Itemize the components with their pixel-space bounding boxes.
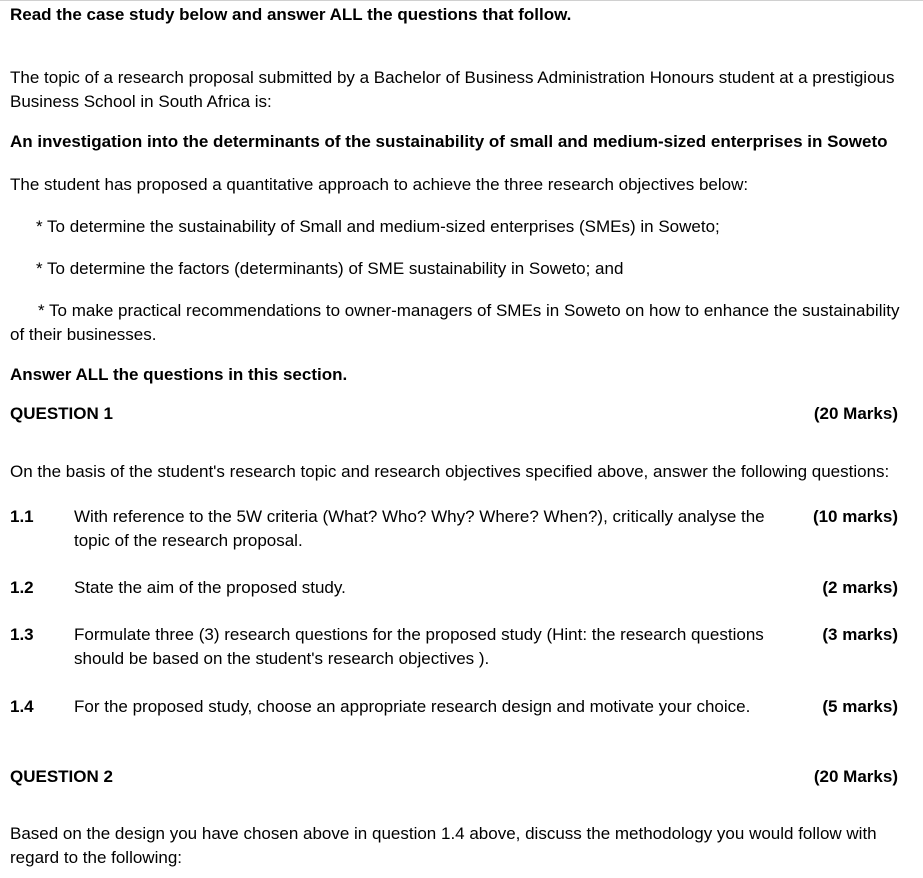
- question-1-marks: (20 Marks): [813, 404, 898, 423]
- question-2-marks: (20 Marks): [813, 767, 898, 786]
- instructions-heading: Read the case study below and answer ALL the questions that follow.: [10, 5, 572, 24]
- topic-intro: The topic of a research proposal submitted by a Bachelor of Business Administration Honours student at a prestigious Business School in South Africa is:: [10, 68, 895, 111]
- item-text: For the proposed study, choose an appropriate research design and motivate your choice.: [74, 697, 751, 716]
- item-number: 1.2: [10, 578, 34, 597]
- item-text: With reference to the 5W criteria (What? Who? Why? Where? When?), critically analyse the topic of the research proposal.: [74, 507, 765, 550]
- item-number: 1.1: [10, 507, 34, 526]
- question-1-title: QUESTION 1: [10, 404, 113, 423]
- question-2-header: [10, 765, 898, 789]
- question-2-lead: Based on the design you have chosen above in question 1.4 above, discuss the methodology you would follow with regard to the following:: [10, 824, 877, 867]
- item-number: 1.4: [10, 697, 34, 716]
- question-1-lead: On the basis of the student's research topic and research objectives specified above, answer the following questions:: [10, 462, 890, 481]
- objective-1: * To determine the sustainability of Small and medium-sized enterprises (SMEs) in Soweto;: [36, 217, 720, 236]
- question-1-header: [10, 402, 898, 426]
- question-2-title: QUESTION 2: [10, 767, 113, 786]
- top-divider: [0, 0, 923, 1]
- item-text: Formulate three (3) research questions for the proposed study (Hint: the research questions should be based on the student's research objectives ).: [74, 625, 764, 668]
- item-marks: (2 marks): [822, 578, 898, 597]
- item-number: 1.3: [10, 625, 34, 644]
- research-topic-title: An investigation into the determinants of the sustainability of small and medium-sized enterprises in Soweto: [10, 132, 888, 151]
- section-instruction: Answer ALL the questions in this section.: [10, 365, 348, 384]
- objective-3: * To make practical recommendations to owner-managers of SMEs in Soweto on how to enhance the sustainability of their businesses.: [10, 301, 900, 344]
- item-text: State the aim of the proposed study.: [74, 578, 346, 597]
- item-marks: (5 marks): [822, 697, 898, 716]
- objective-2: * To determine the factors (determinants) of SME sustainability in Soweto; and: [36, 259, 624, 278]
- item-marks: (3 marks): [822, 625, 898, 644]
- item-marks: (10 marks): [812, 507, 898, 526]
- approach-text: The student has proposed a quantitative approach to achieve the three research objectives below:: [10, 175, 749, 194]
